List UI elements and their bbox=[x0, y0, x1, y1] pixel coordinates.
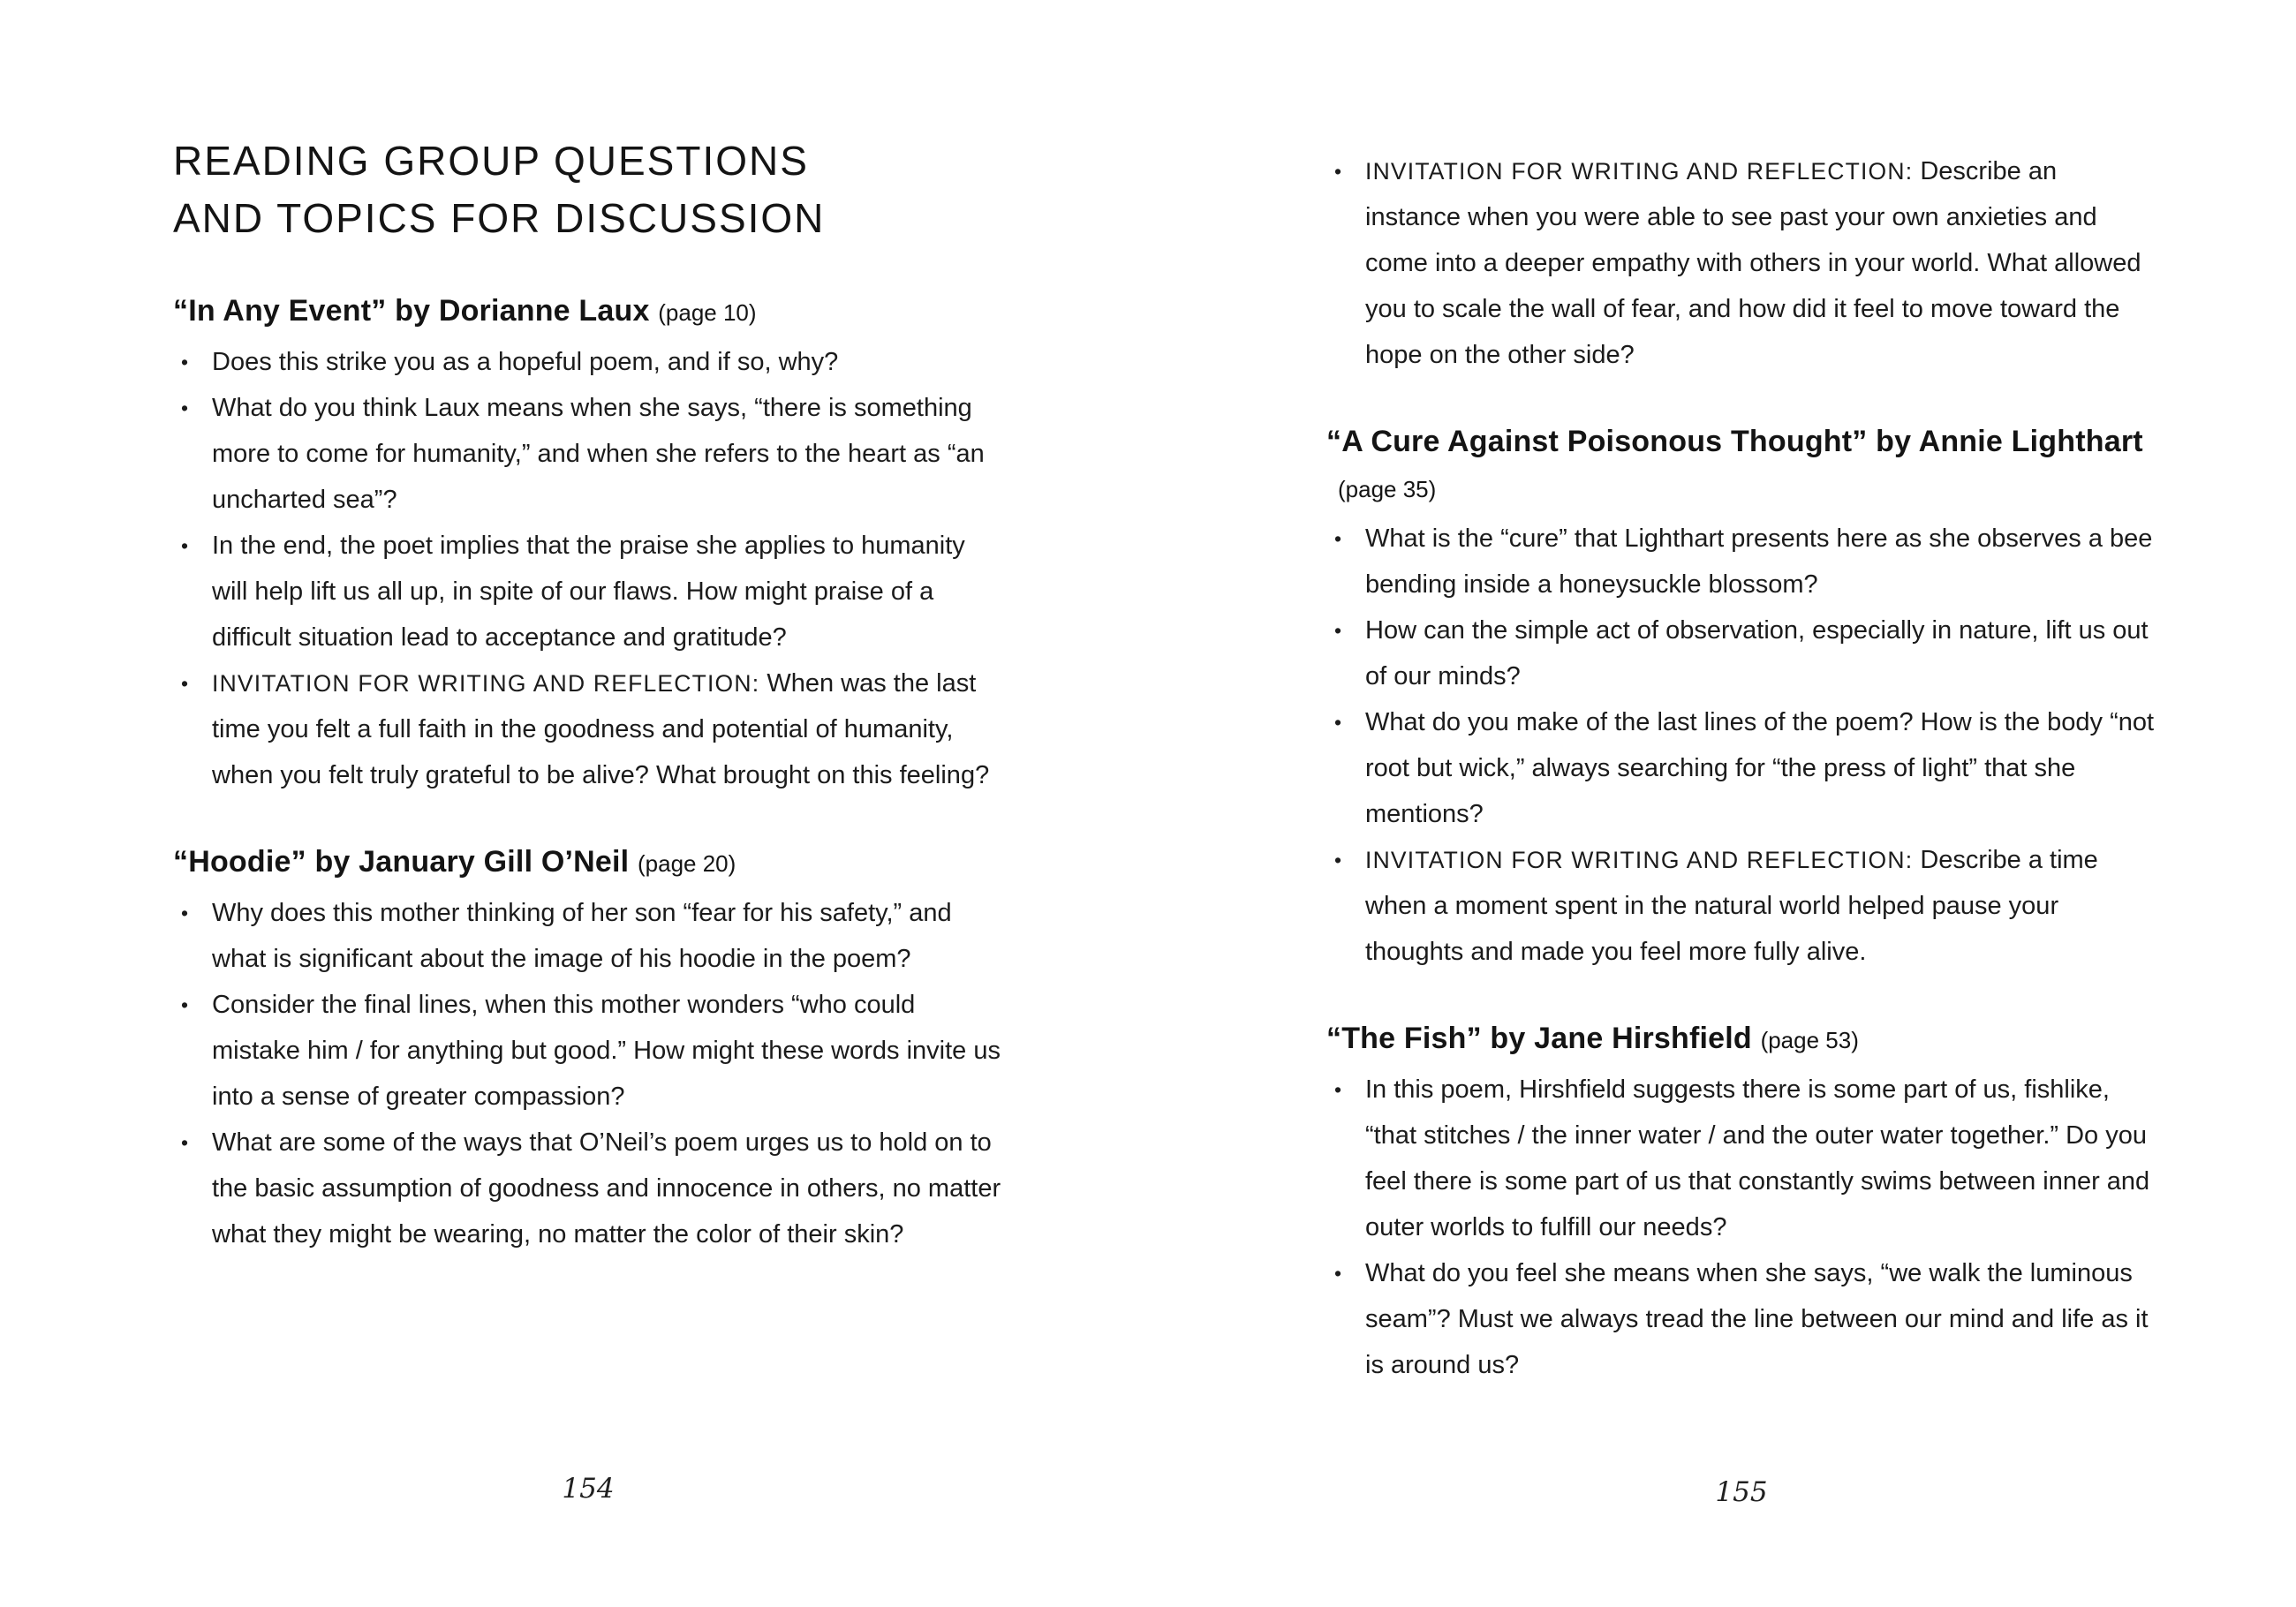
section-hoodie bbox=[173, 839, 1003, 1257]
section-the-fish bbox=[1326, 1015, 2156, 1388]
section-page-ref: (page 53) bbox=[1760, 1027, 1859, 1053]
book-section-title bbox=[173, 132, 1003, 247]
question-item bbox=[173, 523, 1003, 660]
question-text: What do you think Laux means when she says, “there is something more to come for humanity,” and when she refers to the heart as “an uncharted sea”? bbox=[212, 394, 985, 514]
question-text: In the end, the poet implies that the praise she applies to humanity will help lift us all up, in spite of our flaws. How might praise of a difficult situation lead to acceptance and gratitude? bbox=[212, 532, 965, 652]
question-list bbox=[1326, 516, 2156, 975]
question-item bbox=[173, 982, 1003, 1120]
question-item bbox=[1326, 1067, 2156, 1250]
invitation-label: INVITATION FOR WRITING AND REFLECTION: bbox=[1365, 158, 1914, 185]
question-item bbox=[1326, 1250, 2156, 1388]
question-text: Does this strike you as a hopeful poem, and if so, why? bbox=[212, 348, 839, 376]
question-item bbox=[1326, 837, 2156, 975]
section-title: “A Cure Against Poisonous Thought” by Annie Lighthart bbox=[1326, 425, 2143, 458]
question-list bbox=[1326, 1067, 2156, 1388]
question-item bbox=[173, 890, 1003, 982]
section-heading bbox=[1326, 419, 2156, 512]
section-page-ref: (page 35) bbox=[1338, 476, 1437, 502]
invitation-label: INVITATION FOR WRITING AND REFLECTION: bbox=[212, 670, 760, 697]
section-title: “Hoodie” by January Gill O’Neil bbox=[173, 845, 630, 879]
question-text: What are some of the ways that O’Neil’s poem urges us to hold on to the basic assumption of goodness and innocence in others, no matter what they might be wearing, no matter the color of their skin? bbox=[212, 1128, 1001, 1249]
question-text: Describe a time when a moment spent in the natural world helped pause your thoughts and made you feel more fully alive. bbox=[1365, 846, 2098, 966]
question-item bbox=[1326, 607, 2156, 699]
section-page-ref: (page 10) bbox=[658, 299, 757, 326]
question-item bbox=[173, 385, 1003, 523]
title-line-2: AND TOPICS FOR DISCUSSION bbox=[173, 195, 826, 241]
title-line-1: READING GROUP QUESTIONS bbox=[173, 138, 809, 184]
section-heading bbox=[173, 288, 1003, 336]
section-in-any-event bbox=[173, 288, 1003, 798]
section-title: “In Any Event” by Dorianne Laux bbox=[173, 294, 650, 328]
section-title: “The Fish” by Jane Hirshfield bbox=[1326, 1022, 1752, 1055]
question-list bbox=[1326, 148, 2156, 378]
invitation-label: INVITATION FOR WRITING AND REFLECTION: bbox=[1365, 847, 1914, 873]
section-a-cure bbox=[1326, 419, 2156, 975]
question-item bbox=[1326, 516, 2156, 607]
page-number: 155 bbox=[1715, 1476, 1768, 1508]
section-heading bbox=[1326, 1015, 2156, 1063]
section-continuation bbox=[1326, 148, 2156, 378]
question-text: Why does this mother thinking of her son “fear for his safety,” and what is significant about the image of his hoodie in the poem? bbox=[212, 899, 952, 973]
page-number: 154 bbox=[562, 1473, 615, 1505]
question-list bbox=[173, 339, 1003, 798]
question-text: In this poem, Hirshfield suggests there is some part of us, fishlike, “that stitches / the inner water / and the outer water together.” Do you feel there is some part of us that constantly swims between inner and outer worlds to fulfill our needs? bbox=[1365, 1075, 2150, 1241]
question-text: What is the “cure” that Lighthart presents here as she observes a bee bending inside a honeysuckle blossom? bbox=[1365, 524, 2153, 599]
question-text: How can the simple act of observation, especially in nature, lift us out of our minds? bbox=[1365, 616, 2149, 690]
question-text: What do you feel she means when she says, “we walk the luminous seam”? Must we always tread the line between our mind and life as it is around us? bbox=[1365, 1259, 2149, 1379]
question-text: When was the last time you felt a full faith in the goodness and potential of humanity, when you felt truly grateful to be alive? What brought on this feeling? bbox=[212, 669, 990, 789]
section-page-ref: (page 20) bbox=[637, 850, 736, 877]
section-heading bbox=[173, 839, 1003, 886]
question-text: Describe an instance when you were able to see past your own anxieties and come into a deeper empathy with others in your world. What allowed you to scale the wall of fear, and how did it feel to move toward the hope on the other side? bbox=[1365, 157, 2141, 369]
question-text: Consider the final lines, when this mother wonders “who could mistake him / for anything but good.” How might these words invite us into a sense of greater compassion? bbox=[212, 991, 1001, 1111]
question-text: What do you make of the last lines of the poem? How is the body “not root but wick,” always searching for “the press of light” that she mentions? bbox=[1365, 708, 2155, 828]
question-list bbox=[173, 890, 1003, 1257]
question-item bbox=[1326, 148, 2156, 378]
question-item bbox=[173, 660, 1003, 798]
question-item bbox=[173, 1120, 1003, 1257]
right-page bbox=[1326, 148, 2156, 1388]
left-page bbox=[173, 132, 1003, 1257]
question-item bbox=[1326, 699, 2156, 837]
question-item bbox=[173, 339, 1003, 385]
